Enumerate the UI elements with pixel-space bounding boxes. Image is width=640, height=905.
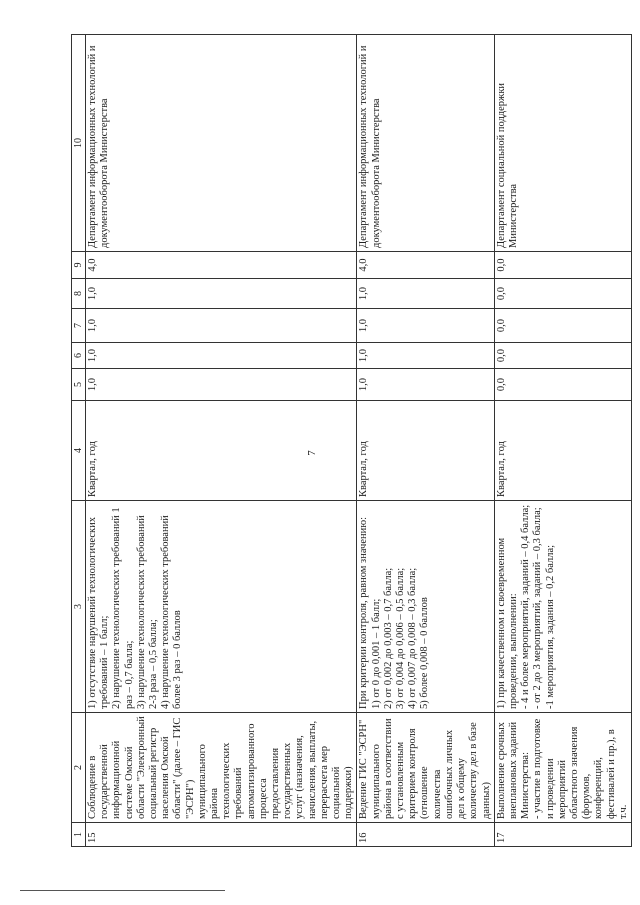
value-col-7: 1,0: [357, 309, 494, 343]
table-row-15: [86, 35, 357, 847]
header-col-10: 10: [72, 35, 86, 252]
responsible-department: Департамент социальной поддержки Министерства: [494, 35, 631, 252]
indicator-name: Ведение ГИС "ЭСРН" муниципального района в соответствии с установленным критерием контроля (отношение количества ошибочных личных дел к общему количеству дел в базе данных): [357, 713, 494, 823]
table-row-17: [494, 35, 631, 847]
footer-divider: [20, 890, 225, 891]
value-col-7: 1,0: [86, 309, 357, 343]
value-col-6: 0,0: [494, 343, 631, 369]
indicator-name: Соблюдение в государственной информационной системе Омской области "Электронный социальный регистр населения Омской области" (далее – ГИС "ЭСРН") муниципального района технологических требований автоматизированного процесса предоставления государственных услуг (назначения, начисления, выплаты, перерасчета мер социальной поддержки): [86, 713, 357, 823]
value-col-6: 1,0: [357, 343, 494, 369]
value-col-5: 1,0: [86, 369, 357, 401]
criteria-table: [71, 34, 632, 847]
value-col-9: 4,0: [357, 252, 494, 279]
header-col-7: 7: [72, 309, 86, 343]
responsible-department: Департамент информационных технологий и документооборота Министерства: [86, 35, 357, 252]
row-number: 17: [494, 823, 631, 847]
value-col-5: 0,0: [494, 369, 631, 401]
value-col-8: 1,0: [357, 279, 494, 309]
header-col-5: 5: [72, 369, 86, 401]
header-col-6: 6: [72, 343, 86, 369]
header-col-8: 8: [72, 279, 86, 309]
header-col-1: 1: [72, 823, 86, 847]
value-col-9: 4,0: [86, 252, 357, 279]
value-col-9: 0,0: [494, 252, 631, 279]
row-number: 16: [357, 823, 494, 847]
header-col-9: 9: [72, 252, 86, 279]
table-rotation-frame: [71, 35, 629, 847]
reporting-period: Квартал, год: [86, 401, 357, 501]
value-col-8: 0,0: [494, 279, 631, 309]
scoring-criteria: При критерии контроля, равном значению: 1) от 0 до 0,001 – 1 балл; 2) от 0,002 до 0,003 – 0,7 балла; 3) от 0,004 до 0,006 – 0,5 балла; 4) от 0,007 до 0,008 – 0,3 балла; 5) более 0,008 – 0 баллов: [357, 501, 494, 713]
header-col-3: 3: [72, 501, 86, 713]
reporting-period: Квартал, год: [357, 401, 494, 501]
table-header-row: [72, 35, 86, 847]
page-number: 7: [306, 450, 318, 456]
indicator-name: Выполнение срочных внеплановых заданий Министерства: - участие в подготовке и проведении мероприятий областного значения (форумов, конференций, фестивалей и пр.), в т.ч.: [494, 713, 631, 823]
row-number: 15: [86, 823, 357, 847]
table-row-16: [357, 35, 494, 847]
header-col-2: 2: [72, 713, 86, 823]
scoring-criteria: 1) при качественном и своевременном проведении, выполнении: - 4 и более мероприятий, заданий – 0,4 балла; - от 2 до 3 мероприятий, заданий – 0,3 балла; -1 мероприятия, задания – 0,2 балла;: [494, 501, 631, 713]
value-col-7: 0,0: [494, 309, 631, 343]
header-col-4: 4: [72, 401, 86, 501]
responsible-department: Департамент информационных технологий и документооборота Министерства: [357, 35, 494, 252]
value-col-6: 1,0: [86, 343, 357, 369]
value-col-8: 1,0: [86, 279, 357, 309]
reporting-period: Квартал, год: [494, 401, 631, 501]
rotated-table-area: [71, 35, 629, 847]
value-col-5: 1,0: [357, 369, 494, 401]
scoring-criteria: 1) отсутствие нарушений технологических требований – 1 балл; 2) нарушение технологических требований 1 раз – 0,7 балла; 3) нарушение технологических требований 2-3 раза – 0,5 балла; 4) нарушение технологических требований более 3 раз – 0 баллов: [86, 501, 357, 713]
